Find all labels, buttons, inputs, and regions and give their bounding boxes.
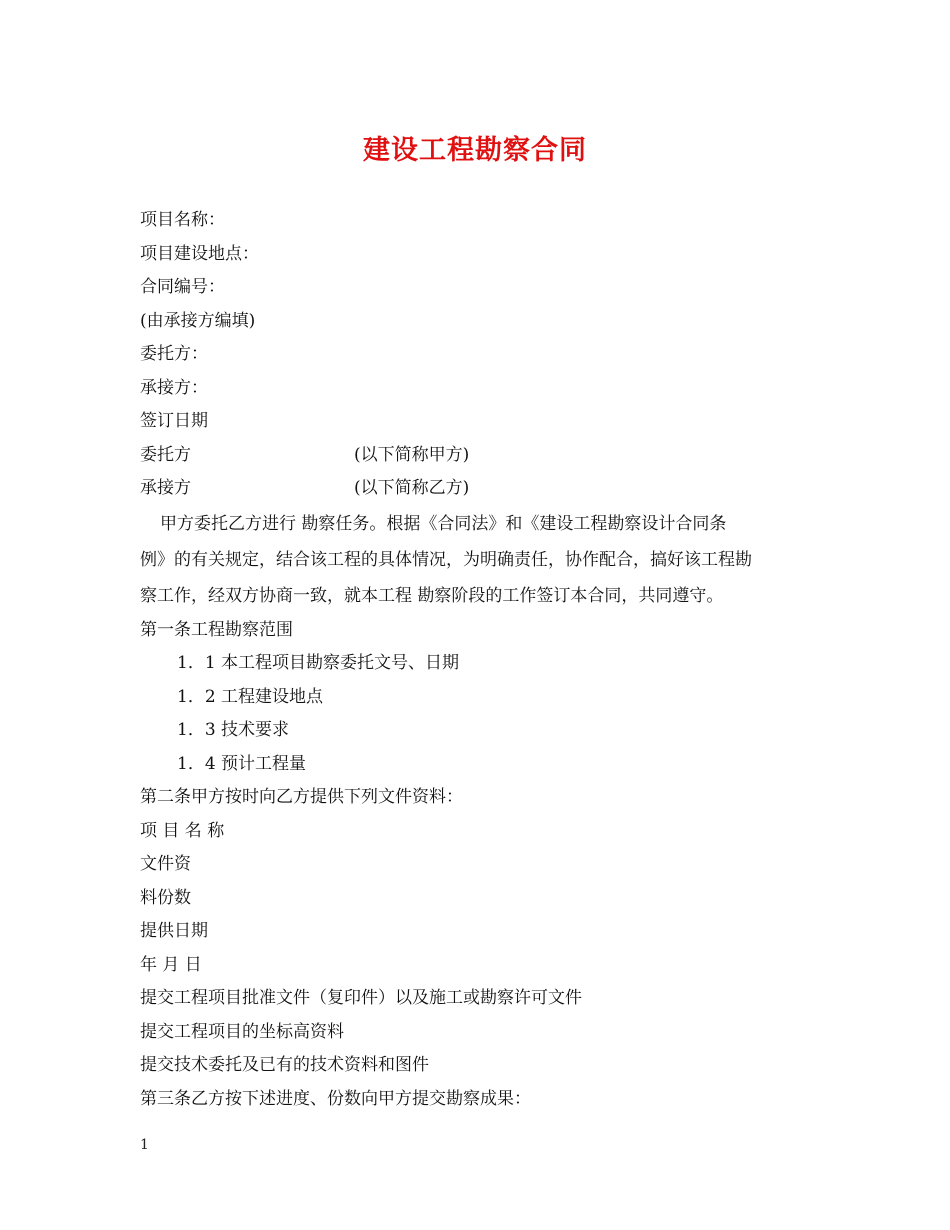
article-2-line: 料份数 — [140, 887, 191, 908]
intro-line: 例》的有关规定，结合该工程的具体情况，为明确责任，协作配合，搞好该工程勘 — [140, 549, 752, 570]
article-1-item: 1．4 预计工程量 — [177, 753, 307, 774]
party-client-label: 委托方 — [140, 444, 191, 465]
article-2-line: 提交工程项目的坐标高资料 — [140, 1021, 344, 1042]
article-2-line: 提交工程项目批准文件（复印件）以及施工或勘察许可文件 — [140, 988, 582, 1008]
article-1-item: 1．1 本工程项目勘察委托文号、日期 — [177, 653, 460, 673]
field-project-name: 项目名称： — [140, 210, 225, 230]
intro-line: 甲方委托乙方进行 勘察任务。根据《合同法》和《建设工程勘察设计合同条 — [160, 513, 727, 534]
article-2-line: 文件资 — [140, 854, 191, 874]
field-project-location: 项目建设地点： — [140, 243, 259, 264]
field-contract-number: 合同编号： — [140, 277, 225, 297]
document-body — [140, 204, 820, 1116]
field-contractor: 承接方： — [140, 377, 208, 398]
intro-line: 察工作，经双方协商一致，就本工程 勘察阶段的工作签订本合同，共同遵守。 — [140, 585, 724, 606]
article-2-line: 提供日期 — [140, 921, 208, 941]
field-sign-date: 签订日期 — [140, 411, 208, 431]
party-client-row — [140, 439, 820, 473]
article-2-line: 项 目 名 称 — [140, 820, 225, 841]
article-1-item: 1．2 工程建设地点 — [177, 686, 324, 707]
article-1-heading: 第一条工程勘察范围 — [140, 619, 293, 640]
document-title: 建设工程勘察合同 — [363, 135, 587, 166]
party-contractor-row — [140, 472, 820, 506]
article-2-line: 提交技术委托及已有的技术资料和图件 — [140, 1055, 429, 1075]
party-contractor-note: (以下简称乙方) — [354, 478, 470, 498]
page-number: 1 — [140, 1137, 149, 1153]
party-contractor-label: 承接方 — [140, 478, 191, 498]
intro-paragraph — [140, 506, 820, 614]
article-3-heading: 第三条乙方按下述进度、份数向甲方提交勘察成果： — [140, 1088, 531, 1109]
article-2-line: 年 月 日 — [140, 954, 202, 975]
field-contract-number-note: (由承接方编填) — [140, 310, 256, 331]
article-1-item: 1．3 技术要求 — [177, 720, 290, 740]
article-2-heading: 第二条甲方按时向乙方提供下列文件资料： — [140, 787, 463, 807]
party-client-note: (以下简称甲方) — [354, 444, 470, 465]
field-client: 委托方： — [140, 344, 208, 364]
